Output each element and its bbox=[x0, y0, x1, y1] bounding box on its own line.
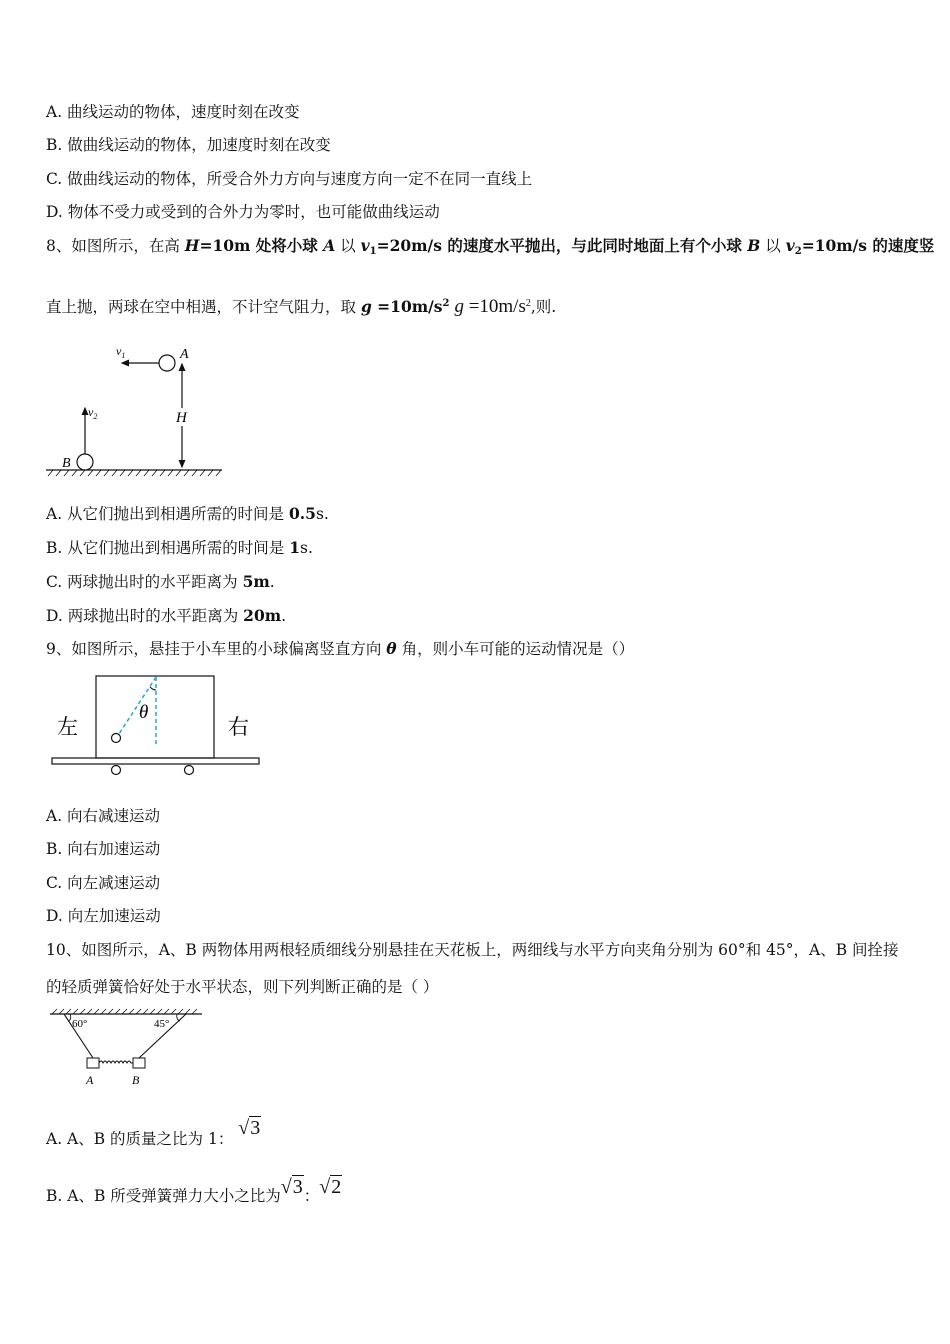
label-block-a: A bbox=[86, 1073, 94, 1087]
q9-option-c: C. 向左减速运动 bbox=[46, 874, 161, 892]
pendulum-ball bbox=[112, 734, 121, 743]
q10-stem-line1: 10、如图所示，A、B 两物体用两根轻质细线分别悬挂在天花板上，两细线与水平方向夹角分别为 60°和 45°，A、B 间拴接 bbox=[46, 941, 899, 959]
q8-figure bbox=[40, 338, 230, 483]
label-b: B bbox=[62, 456, 71, 471]
label-45: 45° bbox=[154, 1018, 170, 1030]
q8-option-c: C. 两球抛出时的水平距离为 5m. bbox=[46, 572, 275, 591]
label-block-b: B bbox=[132, 1073, 140, 1087]
q7-option-b: B. 做曲线运动的物体，加速度时刻在改变 bbox=[46, 136, 331, 154]
q7-option-d: D. 物体不受力或受到的合外力为零时，也可能做曲线运动 bbox=[46, 203, 440, 221]
q9-option-d: D. 向左加速运动 bbox=[46, 907, 161, 925]
label-h: H bbox=[176, 410, 187, 426]
ball-a bbox=[159, 355, 175, 371]
q10-stem-line2: 的轻质弹簧恰好处于水平状态，则下列判断正确的是（ ） bbox=[46, 978, 439, 996]
label-a: A bbox=[180, 347, 189, 362]
q7-option-a: A. 曲线运动的物体，速度时刻在改变 bbox=[46, 103, 300, 121]
q9-option-a: A. 向右减速运动 bbox=[46, 807, 161, 825]
block-a bbox=[87, 1058, 99, 1068]
label-v2: $v_2$ bbox=[88, 405, 98, 421]
label-left: 左 bbox=[57, 715, 78, 739]
q8-option-a: A. 从它们抛出到相遇所需的时间是 0.5s. bbox=[46, 504, 329, 523]
sqrt-2: √2 bbox=[319, 1176, 342, 1198]
spring bbox=[99, 1061, 133, 1063]
label-v1: $v_1$ bbox=[116, 344, 126, 360]
label-theta: θ bbox=[139, 702, 149, 723]
q8-option-b: B. 从它们抛出到相遇所需的时间是 1s. bbox=[46, 538, 313, 557]
q8-gravity-formula: $g =10m/s^2$ bbox=[454, 296, 531, 317]
label-right: 右 bbox=[228, 715, 249, 739]
block-b bbox=[133, 1058, 145, 1068]
q9-stem: 9、如图所示，悬挂于小车里的小球偏离竖直方向 θ 角，则小车可能的运动情况是（） bbox=[46, 639, 635, 658]
q10-option-b: B. A、B 所受弹簧弹力大小之比为√3：√2 bbox=[46, 1180, 342, 1211]
q10-figure bbox=[46, 1006, 206, 1090]
q8-stem-line2: 直上抛，两球在空中相遇，不计空气阻力，取 $g =10m/s^2$ $g =10m/s^2$,则. bbox=[46, 296, 557, 317]
q10-option-a: A. A、B 的质量之比为 1： √3 bbox=[46, 1123, 261, 1154]
wheel-right bbox=[185, 766, 194, 775]
sqrt-3b: √3 bbox=[280, 1176, 303, 1198]
q9-option-b: B. 向右加速运动 bbox=[46, 840, 161, 858]
q8-stem-line1: 8、如图所示，在高 H=10m 处将小球 A 以 $v_1=20m/s$ 的速度水平抛出，与此同时地面上有个小球 B 以 $v_2=10m/s$ 的速度竖 bbox=[46, 236, 935, 257]
sqrt-3: √3 bbox=[238, 1117, 261, 1139]
q8-option-d: D. 两球抛出时的水平距离为 20m. bbox=[46, 606, 287, 625]
label-60: 60° bbox=[72, 1018, 88, 1030]
q9-figure bbox=[46, 672, 266, 780]
ball-b bbox=[77, 454, 93, 470]
wheel-left bbox=[112, 766, 121, 775]
q7-option-c: C. 做曲线运动的物体，所受合外力方向与速度方向一定不在同一直线上 bbox=[46, 170, 533, 188]
